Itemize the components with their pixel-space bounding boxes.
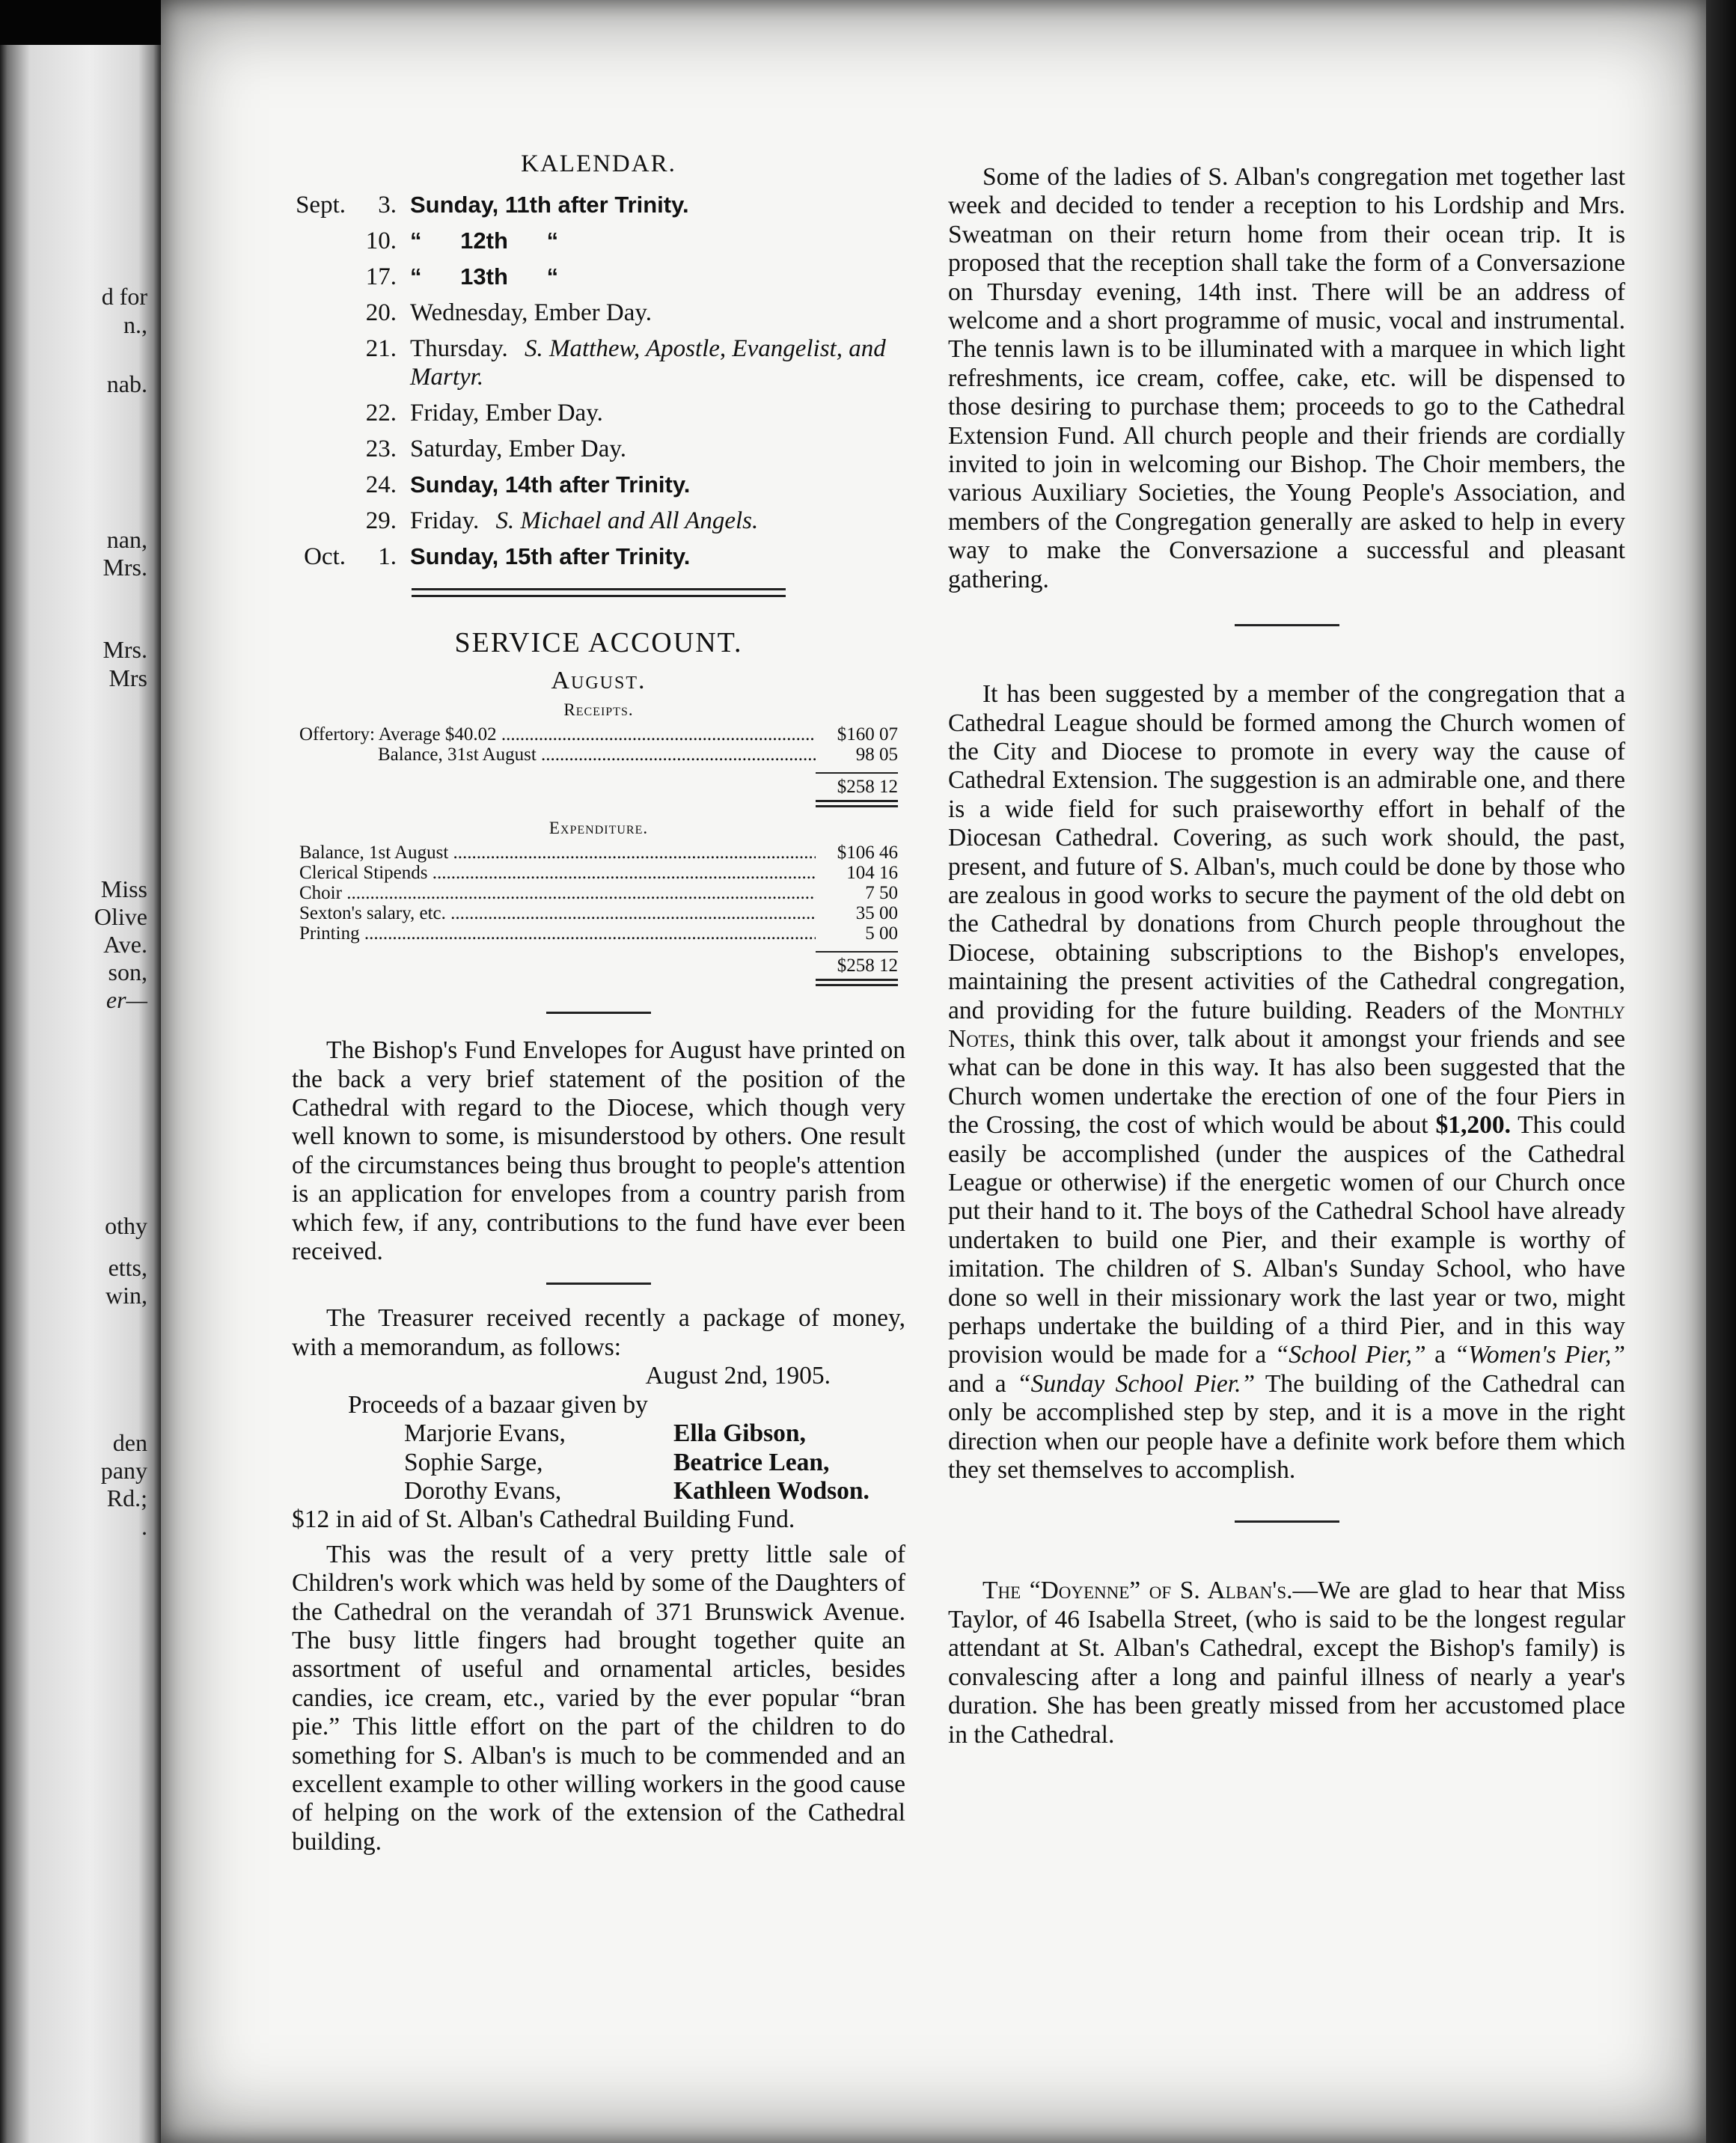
total-rule (299, 797, 898, 807)
account-amount: $106 46 (837, 843, 898, 863)
memo-date: August 2nd, 1905. (645, 1362, 831, 1390)
kalendar-entry: Sunday, 11th after Trinity. (410, 192, 689, 218)
account-total (299, 772, 898, 797)
kalendar-date: 17. (365, 263, 397, 291)
fragment-text: den (112, 1429, 147, 1456)
memo-name: Marjorie Evans, (404, 1419, 566, 1448)
kalendar-entry: “ 12th “ (410, 227, 559, 254)
fragment-text: Ave. (103, 931, 147, 958)
memo-name: Ella Gibson, (673, 1419, 806, 1448)
paragraph-text: a (1425, 1341, 1455, 1369)
kalendar-entry (410, 331, 905, 395)
fragment-text: Miss (100, 875, 147, 902)
account-row (299, 903, 898, 923)
account-total (299, 951, 898, 976)
kalendar-date: 23. (365, 435, 397, 463)
memo-name: Kathleen Wodson. (673, 1476, 869, 1505)
kalendar-date: 24. (365, 471, 397, 499)
account-amount: $160 07 (837, 724, 898, 745)
kalendar-month (292, 467, 352, 503)
memo-names (292, 1419, 905, 1505)
fragment-text: Mrs. (103, 554, 147, 581)
fragment-text: d for (101, 283, 147, 310)
fragment-text: etts, (108, 1254, 147, 1281)
kalendar-row (292, 223, 905, 259)
kalendar-date: 10. (365, 227, 397, 255)
account-item: Printing ..... (299, 923, 816, 944)
paragraph-text: , think this over, talk about it amongst your friends and see what can be done in this way. It has also been suggested that the Church women undertake the erection of one of the four Piers in the Crossing, the cost of which would be about (948, 1024, 1625, 1140)
paragraph-text: —We are glad to hear that Miss Taylor, of 46 Isabella Street, (who is said to be the longest regular attendant at St. Alban's Cathedral, except the Bishop's family) is convalescing after a long and painful illness of nearly a year's duration. She has been greatly missed from her accustomed place in the Cathedral. (948, 1577, 1625, 1749)
total-rule (299, 976, 898, 986)
account-amount: 35 00 (855, 903, 898, 924)
reception-paragraph: Some of the ladies of S. Alban's congregation met together last week and decided to tender a reception to his Lordship and Mrs. Sweatman on their return home from their ocean trip. It is proposed that the reception shall take the form of a Conversazione on Thursday evening, 14th inst. There will be an address of welcome and a short programme of music, vocal and instrumental. The tennis lawn is to be illuminated with a marquee in which light refreshments, ice cream, coffee, cake, etc. will be dispensed to those desiring to purchase them; proceeds to go to the Cathedral Extension Fund. All church people and their friends are cordially invited to join in welcoming our Bishop. The Choir members, the various Auxiliary Societies, the Young People's Association, and members of the Congregation generally are asked to help in every way to make the Conversazione a successful and pleasant gathering. (948, 163, 1625, 593)
kalendar-row (292, 187, 905, 223)
account-amount: 104 16 (846, 863, 898, 884)
account-item: Offertory: Average $40.02 ..... (299, 724, 816, 745)
account-row (299, 745, 898, 765)
kalendar-row (292, 539, 905, 575)
paragraph-text: This could easily be accomplished (under the auspices of the Cathedral League or otherwise) if the energetic women of our Church once put their hand to it. The boys of the Cathedral School have already undertaken to build one Pier, and their example is worthy of imitation. The children of S. Alban's Sunday School, who have done so well in their missionary work the last year or two, might perhaps undertake the building of a third Pier, and in this way provision would be made for a (948, 1111, 1625, 1369)
service-account-table (299, 700, 898, 986)
fragment-text: Olive (94, 903, 147, 930)
paragraph-text: and a (948, 1369, 1017, 1398)
kalendar-month (292, 295, 352, 331)
kalendar-table (292, 187, 905, 575)
pier-name: “School Pier,” (1274, 1341, 1426, 1369)
account-item: Clerical Stipends ..... (299, 863, 816, 883)
memo-intro: Proceeds of a bazaar given by (348, 1390, 648, 1419)
pier-name: “Women's Pier,” (1454, 1341, 1626, 1369)
doyenne-paragraph (948, 1577, 1625, 1749)
kalendar-entry-day: Friday. (410, 507, 480, 535)
kalendar-date: 20. (365, 299, 397, 327)
right-column (948, 163, 1625, 1749)
kalendar-entry-day: Thursday. (410, 335, 508, 363)
fragment-text: win, (106, 1282, 147, 1309)
paragraph-text: It has been suggested by a member of the congregation that a Cathedral League should be formed among the Church women of the City and Diocese to promote in every way the cause of Cathedral Extension. The suggestion is an admirable one, and there is a wide field for such praiseworthy effort in behalf of the Diocesan Cathedral. Covering, as such work should, the past, present, and future of S. Alban's, much could be done by those who are zealous in good works to secure the payment of the old debt on the Cathedral by donations from Church people throughout the Diocese, obtaining subscriptions to the Bishop's envelopes, maintaining the present activities of the Cathedral congregation, and providing for the future building. Readers of the (948, 680, 1625, 1024)
double-rule-divider (412, 588, 786, 597)
kalendar-entry: Sunday, 14th after Trinity. (410, 471, 691, 498)
kalendar-heading: KALENDAR. (521, 150, 676, 177)
service-account-heading: SERVICE ACCOUNT. (454, 627, 743, 659)
account-row (299, 923, 898, 944)
account-amount: 5 00 (865, 923, 898, 944)
kalendar-month (292, 331, 352, 395)
treasurer-paragraph: The Treasurer received recently a package of money, with a memorandum, as follows: (292, 1304, 905, 1361)
bazaar-paragraph: This was the result of a very pretty little sale of Children's work which was held by some of the Daughters of the Cathedral on the verandah of 371 Brunswick Avenue. The busy little fingers had brought together quite an assortment of useful and ornamental articles, besides candies, ice cream, etc., varied by the ever popular “bran pie.” This little effort on the part of the children to do something for S. Alban's is much to be commended and an excellent example to other willing workers in the good cause of helping on the work of the extension of the Cathedral building. (292, 1540, 905, 1856)
kalendar-row (292, 295, 905, 331)
account-month: August. (551, 666, 647, 694)
memo-name: Dorothy Evans, (404, 1476, 562, 1505)
kalendar-entry: Friday, Ember Day. (410, 400, 603, 427)
account-row (299, 724, 898, 745)
short-rule-divider (546, 1283, 651, 1285)
pier-cost: $1,200. (1435, 1111, 1511, 1140)
account-row (299, 843, 898, 863)
memo-name: Beatrice Lean, (673, 1448, 830, 1476)
short-rule-divider (546, 1012, 651, 1014)
fragment-text: nab. (106, 370, 147, 397)
kalendar-date: 1. (378, 543, 397, 571)
cathedral-league-paragraph (948, 680, 1625, 1485)
kalendar-entry: “ 13th “ (410, 263, 559, 290)
account-amount: 7 50 (865, 883, 898, 904)
left-column (292, 150, 905, 1856)
fragment-text: Rd.; (106, 1485, 147, 1511)
kalendar-entry-feast: S. Matthew, Apostle, Evangelist, and Martyr. (410, 335, 886, 391)
kalendar-date: 22. (365, 400, 397, 427)
bishops-fund-paragraph: The Bishop's Fund Envelopes for August have printed on the back a very brief statement of the position of the Cathedral with regard to the Diocese, which though very well known to some, is misunderstood by others. One result of the circumstances being thus brought to people's attention is an application for envelopes from a country parish from which few, if any, contributions to the fund have ever been received. (292, 1036, 905, 1266)
fragment-text: n., (123, 311, 147, 338)
fragment-text: er— (106, 986, 147, 1013)
doyenne-heading: The “Doyenne” of S. Alban's. (982, 1577, 1293, 1605)
facing-page-fragment (0, 45, 161, 2143)
kalendar-date: 21. (365, 335, 397, 363)
kalendar-row (292, 431, 905, 467)
kalendar-month (292, 223, 352, 259)
scan-edge (1706, 0, 1736, 2143)
account-amount: 98 05 (855, 745, 898, 765)
account-item: Balance, 31st August ..... (299, 745, 816, 765)
fragment-text: son, (108, 959, 147, 985)
paragraph-text: The building of the Cathedral can only be accomplished step by step, and it is a move in the right direction when our people have a definite work before them which they set themselves to accomplish. (948, 1369, 1625, 1485)
kalendar-entry (410, 503, 905, 539)
kalendar-date: 29. (365, 507, 397, 535)
kalendar-row (292, 395, 905, 431)
kalendar-entry: Sunday, 15th after Trinity. (410, 543, 691, 570)
fragment-text: othy (105, 1212, 147, 1239)
kalendar-month: Sept. (296, 192, 346, 219)
kalendar-date: 3. (378, 192, 397, 219)
kalendar-month (292, 259, 352, 295)
memo-name: Sophie Sarge, (404, 1448, 543, 1476)
receipts-label: Receipts. (563, 700, 634, 720)
fragment-text: nan, (106, 526, 147, 553)
kalendar-month (292, 503, 352, 539)
fragment-text: Mrs. (103, 636, 147, 663)
kalendar-entry-feast: S. Michael and All Angels. (495, 507, 759, 535)
short-rule-divider (1235, 1520, 1339, 1523)
account-row (299, 883, 898, 903)
kalendar-row (292, 503, 905, 539)
newsletter-page (161, 0, 1706, 2143)
account-item: Choir ..... (299, 883, 816, 903)
fragment-text: . (141, 1513, 147, 1540)
receipts-total: $258 12 (816, 772, 898, 797)
expenditure-total: $258 12 (816, 951, 898, 976)
account-item: Sexton's salary, etc. ..... (299, 903, 816, 923)
memo-close: $12 in aid of St. Alban's Cathedral Building Fund. (292, 1505, 795, 1534)
expenditure-label: Expenditure. (548, 819, 649, 838)
account-item: Balance, 1st August ..... (299, 843, 816, 863)
kalendar-row (292, 259, 905, 295)
kalendar-row (292, 467, 905, 503)
fragment-text: pany (100, 1457, 147, 1484)
account-row (299, 863, 898, 883)
short-rule-divider (1235, 624, 1339, 626)
kalendar-entry: Saturday, Ember Day. (410, 435, 626, 463)
fragment-text: Mrs (109, 664, 147, 691)
kalendar-month (292, 431, 352, 467)
pier-name: “Sunday School Pier.” (1016, 1369, 1256, 1398)
kalendar-month (292, 395, 352, 431)
kalendar-month: Oct. (304, 543, 346, 571)
kalendar-row (292, 331, 905, 395)
publication-name: Monthly Notes (948, 996, 1626, 1053)
kalendar-entry: Wednesday, Ember Day. (410, 299, 652, 327)
